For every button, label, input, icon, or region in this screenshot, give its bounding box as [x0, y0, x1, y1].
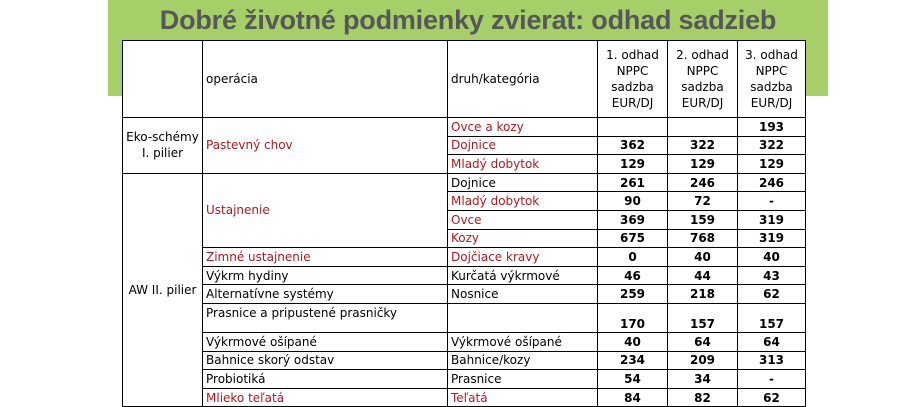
rate2-cell: 157 — [668, 303, 738, 332]
type-cell: Teľatá — [448, 388, 598, 407]
type-cell: Mladý dobytok — [448, 192, 598, 211]
rate1-cell: 362 — [598, 136, 668, 155]
table-row — [123, 266, 806, 285]
rate2-cell: 209 — [668, 351, 738, 370]
rate3-cell: 43 — [738, 266, 806, 285]
rate1-cell: 675 — [598, 229, 668, 248]
type-cell: Kozy — [448, 229, 598, 248]
rate2-cell: 159 — [668, 210, 738, 229]
type-cell: Mladý dobytok — [448, 155, 598, 174]
rate1-cell: 259 — [598, 285, 668, 304]
rate3-cell: 62 — [738, 285, 806, 304]
rate3-cell: 157 — [738, 303, 806, 332]
rate1-cell: 234 — [598, 351, 668, 370]
rate1-cell: 54 — [598, 370, 668, 389]
rate2-cell: 34 — [668, 370, 738, 389]
table-row — [123, 370, 806, 389]
rate1-cell: 369 — [598, 210, 668, 229]
header-group — [123, 41, 203, 118]
rate3-cell: 319 — [738, 229, 806, 248]
rate2-cell: 246 — [668, 173, 738, 192]
rate3-cell: 64 — [738, 332, 806, 351]
operation-bahnice: Bahnice skorý odstav — [203, 351, 448, 370]
operation-vykrmove: Výkrmové ošípané — [203, 332, 448, 351]
rate1-cell — [598, 118, 668, 137]
operation-probiotika: Probiotiká — [203, 370, 448, 389]
header-rate-2: 2. odhad NPPC sadzba EUR/DJ — [668, 41, 738, 118]
rate3-cell: 322 — [738, 136, 806, 155]
rate2-cell: 322 — [668, 136, 738, 155]
table-row — [123, 248, 806, 267]
table-row — [123, 303, 806, 332]
table-row — [123, 285, 806, 304]
rate3-cell: 193 — [738, 118, 806, 137]
operation-pastevny: Pastevný chov — [203, 118, 448, 174]
rate2-cell: 768 — [668, 229, 738, 248]
rate1-cell: 261 — [598, 173, 668, 192]
page-title: Dobré životné podmienky zvierat: odhad sadzieb — [159, 4, 777, 35]
rate2-cell: 44 — [668, 266, 738, 285]
rate2-cell: 64 — [668, 332, 738, 351]
rate3-cell: 313 — [738, 351, 806, 370]
rate3-cell: 40 — [738, 248, 806, 267]
type-cell — [448, 303, 598, 332]
rate3-cell: - — [738, 192, 806, 211]
header-operation: operácia — [203, 41, 448, 118]
operation-alternativne: Alternatívne systémy — [203, 285, 448, 304]
table-row — [123, 351, 806, 370]
header-type: druh/kategória — [448, 41, 598, 118]
rates-table — [122, 40, 806, 407]
rate3-cell: 62 — [738, 388, 806, 407]
header-rate-1: 1. odhad NPPC sadzba EUR/DJ — [598, 41, 668, 118]
table-row — [123, 173, 806, 192]
rate2-cell: 218 — [668, 285, 738, 304]
group-aw: AW II. pilier — [123, 173, 203, 407]
rate1-cell: 40 — [598, 332, 668, 351]
rate2-cell: 82 — [668, 388, 738, 407]
group-eco: Eko-schémy I. pilier — [123, 118, 203, 174]
rate1-cell: 170 — [598, 303, 668, 332]
rate2-cell — [668, 118, 738, 137]
rate3-cell: 319 — [738, 210, 806, 229]
table-row — [123, 388, 806, 407]
type-cell: Ovce a kozy — [448, 118, 598, 137]
operation-vykrm-hydiny: Výkrm hydiny — [203, 266, 448, 285]
type-cell: Kurčatá výkrmové — [448, 266, 598, 285]
operation-zimne: Zimné ustajnenie — [203, 248, 448, 267]
type-cell: Dojnice — [448, 136, 598, 155]
header-rate-3: 3. odhad NPPC sadzba EUR/DJ — [738, 41, 806, 118]
type-cell: Dojčiace kravy — [448, 248, 598, 267]
type-cell: Ovce — [448, 210, 598, 229]
rate1-cell: 90 — [598, 192, 668, 211]
rate2-cell: 129 — [668, 155, 738, 174]
rate1-cell: 46 — [598, 266, 668, 285]
rate2-cell: 72 — [668, 192, 738, 211]
operation-prasnice-pripustene: Prasnice a pripustené prasničky — [203, 303, 448, 332]
rate3-cell: - — [738, 370, 806, 389]
type-cell: Dojnice — [448, 173, 598, 192]
rate1-cell: 129 — [598, 155, 668, 174]
type-cell: Prasnice — [448, 370, 598, 389]
rate3-cell: 246 — [738, 173, 806, 192]
rate2-cell: 40 — [668, 248, 738, 267]
rate1-cell: 84 — [598, 388, 668, 407]
table-row — [123, 332, 806, 351]
table-row — [123, 118, 806, 137]
type-cell: Výkrmové ošípané — [448, 332, 598, 351]
operation-mlieko: Mlieko teľatá — [203, 388, 448, 407]
header-row — [123, 41, 806, 118]
rate3-cell: 129 — [738, 155, 806, 174]
type-cell: Nosnice — [448, 285, 598, 304]
type-cell: Bahnice/kozy — [448, 351, 598, 370]
operation-ustajnenie: Ustajnenie — [203, 173, 448, 247]
rate1-cell: 0 — [598, 248, 668, 267]
